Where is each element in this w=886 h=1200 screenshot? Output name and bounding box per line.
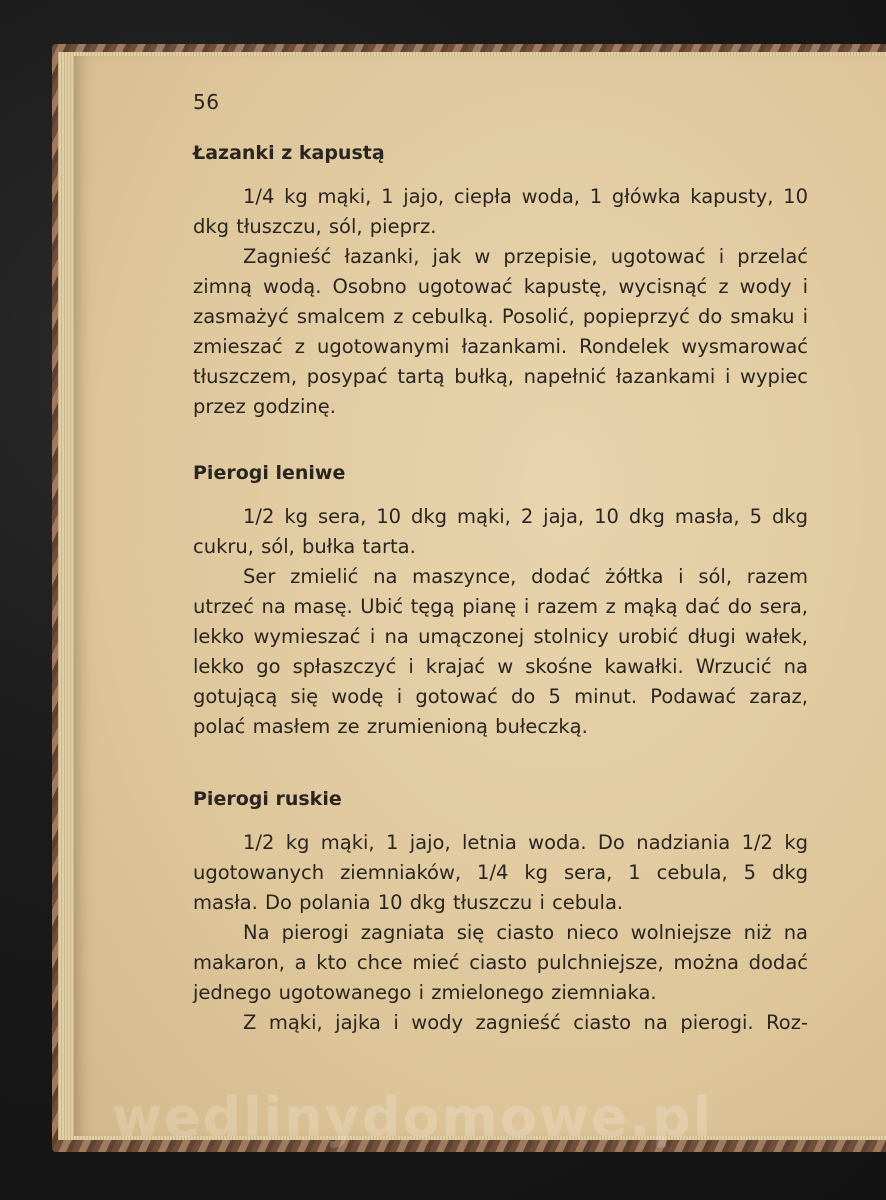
page-number: 56 [193, 90, 220, 114]
recipe-instructions: Na pierogi zagniata się ciasto nieco wolniejsze niż na makaron, a kto chce mieć ciasto pulchniejsze, można dodać jednego ugotowanego i zmielonego ziemniaka. [193, 921, 808, 1004]
recipe-pierogi-ruskie [193, 784, 808, 1038]
page-content [193, 138, 808, 1038]
recipe-title: Pierogi ruskie [193, 788, 342, 810]
recipe-ingredients: 1/2 kg mąki, 1 jajo, letnia woda. Do nadziania 1/2 kg ugotowanych ziemniaków, 1/4 kg sera, 1 cebula, 5 dkg masła. Do polania 10 dkg tłuszczu i cebula. [193, 831, 808, 914]
recipe-instructions: Zagnieść łazanki, jak w przepisie, ugotować i przelać zimną wodą. Osobno ugotować kapustę, wycisnąć z wody i zasmażyć smalcem z cebulką. Posolić, popieprzyć do smaku i zmieszać z ugotowanymi łazankami. Rondelek wysmarować tłuszczem, posypać tartą bułką, napełnić łazankami i wypiec przez godzinę. [193, 245, 808, 418]
watermark-text: wedlinydomowe.pl [112, 1086, 714, 1149]
recipe-ingredients: 1/4 kg mąki, 1 jajo, ciepła woda, 1 główka kapusty, 10 dkg tłuszczu, sól, pieprz. [193, 185, 808, 238]
recipe-instructions-continued: Z mąki, jajka i wody zagnieść ciasto na pierogi. Roz- [243, 1011, 808, 1034]
recipe-instructions: Ser zmielić na maszynce, dodać żółtka i sól, razem utrzeć na masę. Ubić tęgą pianę i razem z mąką dać do sera, lekko wymieszać i na umączonej stolnicy urobić długi wałek, lekko go spłaszczyć i krajać w skośne kawałki. Wrzucić na gotującą się wodę i gotować do 5 minut. Podawać zaraz, polać masłem ze zrumienioną bułeczką. [193, 565, 808, 738]
recipe-pierogi-leniwe [193, 458, 808, 742]
recipe-title: Pierogi leniwe [193, 462, 346, 484]
recipe-ingredients: 1/2 kg sera, 10 dkg mąki, 2 jaja, 10 dkg masła, 5 dkg cukru, sól, bułka tarta. [193, 505, 808, 558]
recipe-title: Łazanki z kapustą [193, 142, 385, 164]
recipe-lazanki-z-kapusta [193, 138, 808, 422]
